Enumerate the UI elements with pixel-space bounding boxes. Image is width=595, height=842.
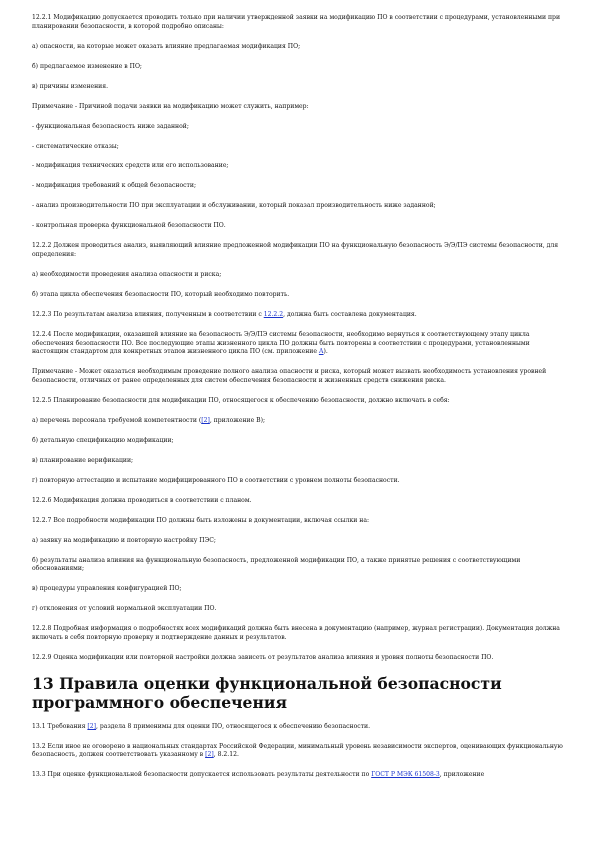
- list-item-c: в) планирование верификации;: [32, 456, 134, 464]
- text: , приложение В);: [209, 416, 266, 424]
- list-item-a: а) необходимости проведения анализа опасности и риска;: [32, 271, 222, 278]
- link-appendix-a[interactable]: А: [318, 348, 324, 356]
- list-item-c: в) причины изменения.: [32, 82, 109, 90]
- list-item-b: б) детальную спецификацию модификации;: [32, 436, 174, 444]
- text: , приложение: [439, 771, 485, 779]
- section-heading: 13 Правила оценки функциональной безопасности программного обеспечения: [32, 673, 502, 712]
- paragraph-12-2-1: 12.2.1 Модификацию допускается проводить только при наличии утвержденной заявки на модификацию ПО в соответствии с процедурами, установленными при планировании безопасности, в которой подробно описаны:: [32, 14, 561, 30]
- paragraph-12-2-7: 12.2.7 Все подробности модификации ПО должны быть изложены в документации, включая ссылки на:: [32, 516, 370, 524]
- list-item-b: б) результаты анализа влияния на функциональную безопасность, предложенной модификации ПО, а также принятые решения с соответствующими обоснованиями;: [32, 556, 521, 573]
- link-12-2-2[interactable]: 12.2.2: [263, 310, 284, 318]
- text: а) перечень персонала требуемой компетентности (: [32, 416, 202, 424]
- list-item-d: г) повторную аттестацию и испытание модифицированного ПО в соответствии с уровнем полноты безопасности.: [32, 476, 400, 484]
- paragraph-12-2-3: [32, 311, 563, 320]
- list-item-b: б) предлагаемое изменение в ПО;: [32, 62, 142, 70]
- paragraph-12-2-6: 12.2.6 Модификация должна проводиться в соответствии с планом.: [32, 496, 252, 504]
- bullet-item: - контрольная проверка функциональной безопасности ПО.: [32, 222, 226, 230]
- text: 13.2 Если иное не оговорено в национальных стандартах Российской Федерации, минимальный уровень независимости экспертов, оценивающих функциональную безопасность, должен соответствовать указанному в: [32, 742, 563, 759]
- text: 13.3 При оценке функциональной безопасности допускается использовать результаты деятельности по: [32, 771, 372, 779]
- list-item-a: а) опасности, на которые может оказать влияние предлагаемая модификация ПО;: [32, 42, 301, 50]
- paragraph-13-1: [32, 723, 563, 732]
- paragraph-12-2-8: 12.2.8 Подробная информация о подробностях всех модификаций должна быть внесена в документацию (например, журнал регистрации). Документация должна включать в себя повторную проверку и подтверждение данных и результатов.: [32, 625, 560, 641]
- text: 13.1 Требования: [32, 722, 88, 730]
- text: 12.2.3 По результатам анализа влияния, полученным в соответствии с: [32, 310, 264, 318]
- list-item-c: в) процедуры управления конфигурацией ПО;: [32, 585, 182, 593]
- text: , 8.2.12.: [213, 751, 239, 759]
- reference-link-2[interactable]: [2]: [201, 416, 210, 424]
- note: Примечание - Причиной подачи заявки на модификацию может служить, например:: [32, 102, 309, 110]
- paragraph-12-2-2: 12.2.2 Должен проводиться анализ, выявляющий влияние предложенной модификации ПО на функциональную безопасность Э/Э/ПЭ системы безопасности, для определения:: [32, 242, 559, 259]
- document-page: [32, 14, 563, 791]
- reference-link-2[interactable]: [2]: [205, 751, 214, 759]
- paragraph-13-3: [32, 771, 563, 780]
- bullet-item: - модификация технических средств или его использование;: [32, 162, 229, 170]
- reference-link-2[interactable]: [2]: [87, 722, 97, 730]
- text: 12.2.4 После модификации, оказавшей влияние на безопасность Э/Э/ПЭ системы безопасности, необходимо вернуться к соответствующему этапу цикла обеспечения безопасности ПО. Все последующие этапы жизненного цикла ПО должны быть повторены в соответствии с процедурами, установленными настоящим стандартом для конкретных этапов жизненного цикла ПО (см. приложение: [32, 330, 530, 356]
- paragraph-12-2-9: 12.2.9 Оценка модификации или повторной настройки должна зависеть от результатов анализа влияния и уровня полноты безопасности ПО.: [32, 653, 494, 661]
- list-item-d: г) отклонения от условий нормальной эксплуатации ПО.: [32, 605, 217, 613]
- bullet-item: - анализ производительности ПО при эксплуатации и обслуживании, который показал производительность ниже заданной;: [32, 202, 436, 210]
- paragraph-12-2-4: [32, 331, 563, 357]
- paragraph-13-2: [32, 743, 563, 760]
- bullet-item: - функциональная безопасность ниже заданной;: [32, 122, 189, 130]
- list-item-a: а) заявку на модификацию и повторную настройку ПЭС;: [32, 536, 216, 544]
- text: , раздела 8 применимы для оценки ПО, относящегося к обеспечению безопасности.: [96, 722, 371, 730]
- bullet-item: - модификация требований к общей безопасности;: [32, 182, 197, 190]
- list-item-a: [32, 417, 563, 426]
- note: Примечание - Может оказаться необходимым проведение полного анализа опасности и риска, который может вызвать необходимость установления уровней безопасности, отличных от ранее определенных для систем обеспечения безопасности и жизненных средств снижения риска.: [32, 368, 547, 384]
- link-gost-61508-3[interactable]: ГОСТ Р МЭК 61508-3: [371, 771, 440, 779]
- list-item-b: б) этапа цикла обеспечения безопасности ПО, который необходимо повторить.: [32, 290, 290, 298]
- bullet-item: - систематические отказы;: [32, 142, 119, 150]
- paragraph-12-2-5: 12.2.5 Планирование безопасности для модификации ПО, относящегося к обеспечению безопасности, должно включать в себя:: [32, 396, 450, 404]
- text: ).: [323, 348, 328, 356]
- text: , должна быть составлена документация.: [283, 310, 417, 318]
